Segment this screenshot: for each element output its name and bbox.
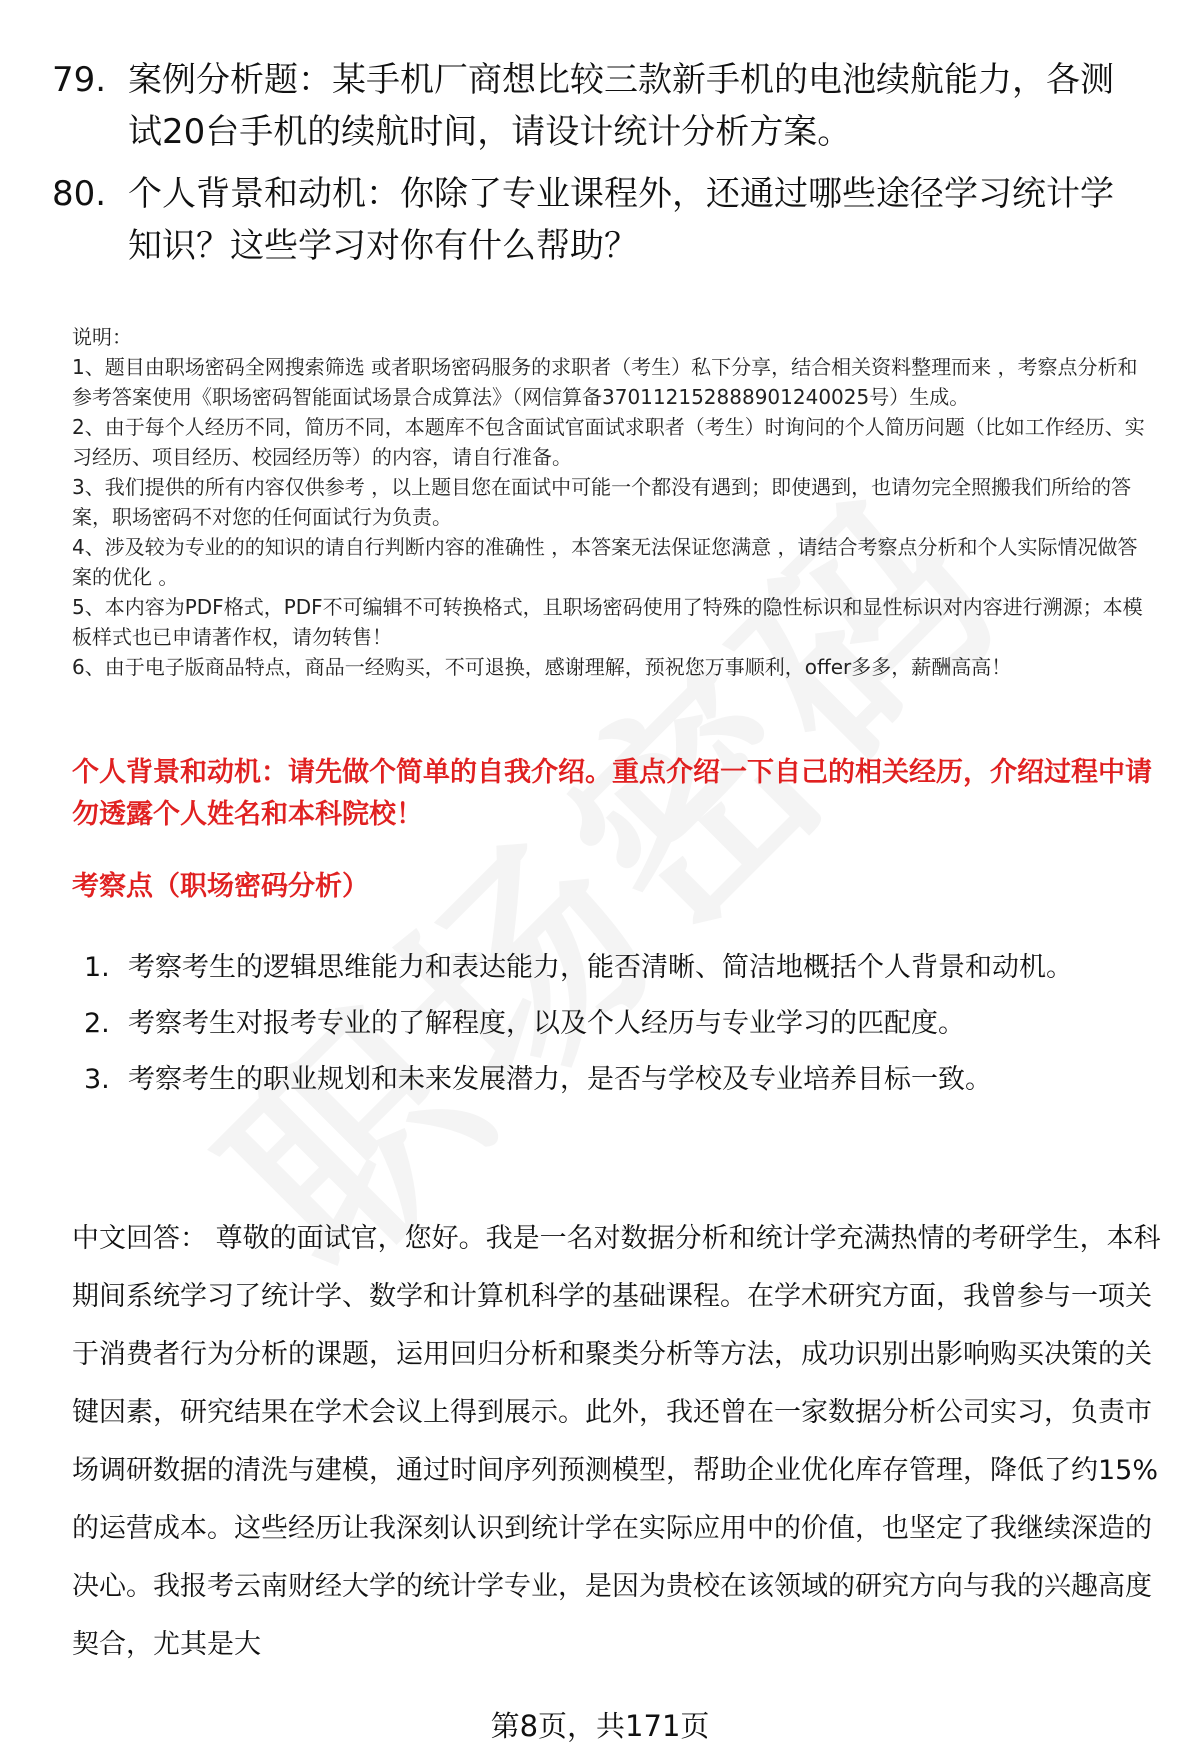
point-number: 3. bbox=[84, 1064, 110, 1095]
point-text: 考察考生的职业规划和未来发展潜力，是否与学校及专业培养目标一致。 bbox=[128, 1064, 992, 1095]
page-footer: 第8页，共171页 bbox=[490, 1709, 710, 1743]
answer-text: 尊敬的面试官，您好。我是一名对数据分析和统计学充满热情的考研学生，本科期间系统学习了统计学、数学和计算机科学的基础课程。在学术研究方面，我曾参与一项关于消费者行为分析的课题，运用回归分析和聚类分析等方法，成功识别出影响购买决策的关键因素，研究结果在学术会议上得到展示。此外，我还曾在一家数据分析公司实习，负责市场调研数据的清洗与建模，通过时间序列预测模型，帮助企业优化库存管理，降低了约15%的运营成本。这些经历让我深刻认识到统计学在实际应用中的价值，也坚定了我继续深造的决心。我报考云南财经大学的统计学专业，是因为贵校在该领域的研究方向与我的兴趣高度契合，尤其是大 bbox=[72, 1223, 1161, 1660]
analysis-points bbox=[72, 940, 1132, 1108]
question-80 bbox=[52, 168, 1142, 272]
answer-label: 中文回答： bbox=[72, 1223, 207, 1254]
analysis-point bbox=[72, 1052, 1132, 1108]
answer-paragraph bbox=[72, 1210, 1162, 1674]
point-text: 考察考生的逻辑思维能力和表达能力，能否清晰、简洁地概括个人背景和动机。 bbox=[128, 952, 1073, 983]
note-item: 6、由于电子版商品特点，商品一经购买，不可退换，感谢理解，预祝您万事顺利，offer多多，薪酬高高！ bbox=[72, 655, 1012, 679]
note-item: 4、涉及较为专业的的知识的请自行判断内容的准确性 ，本答案无法保证您满意 ，请结合考察点分析和个人实际情况做答案的优化 。 bbox=[72, 535, 1138, 589]
question-number: 80. bbox=[52, 174, 107, 214]
point-number: 2. bbox=[84, 1008, 110, 1039]
point-text: 考察考生对报考专业的了解程度，以及个人经历与专业学习的匹配度。 bbox=[128, 1008, 965, 1039]
analysis-title: 考察点（职场密码分析） bbox=[72, 871, 369, 902]
note-item: 2、由于每个人经历不同，简历不同，本题库不包含面试官面试求职者（考生）时询问的个人简历问题（比如工作经历、实习经历、项目经历、校园经历等）的内容，请自行准备。 bbox=[72, 415, 1145, 469]
analysis-point bbox=[72, 940, 1132, 996]
featured-question: 个人背景和动机：请先做个简单的自我介绍。重点介绍一下自己的相关经历，介绍过程中请勿透露个人姓名和本科院校！ bbox=[72, 757, 1152, 830]
question-79 bbox=[52, 54, 1142, 158]
notes-section bbox=[72, 322, 1152, 682]
question-text: 案例分析题：某手机厂商想比较三款新手机的电池续航能力，各测试20台手机的续航时间，请设计统计分析方案。 bbox=[128, 60, 1114, 152]
note-item: 5、本内容为PDF格式，PDF不可编辑不可转换格式，且职场密码使用了特殊的隐性标识和显性标识对内容进行溯源；本模板样式也已申请著作权，请勿转售！ bbox=[72, 595, 1143, 649]
note-item: 3、我们提供的所有内容仅供参考 ，以上题目您在面试中可能一个都没有遇到；即使遇到，也请勿完全照搬我们所给的答案，职场密码不对您的任何面试行为负责。 bbox=[72, 475, 1132, 529]
question-text: 个人背景和动机：你除了专业课程外，还通过哪些途径学习统计学知识？这些学习对你有什么帮助？ bbox=[128, 174, 1114, 266]
analysis-point bbox=[72, 996, 1132, 1052]
notes-heading: 说明： bbox=[72, 325, 132, 349]
point-number: 1. bbox=[84, 952, 110, 983]
question-number: 79. bbox=[52, 60, 107, 100]
note-item: 1、题目由职场密码全网搜索筛选 或者职场密码服务的求职者（考生）私下分享，结合相关资料整理而来 ，考察点分析和参考答案使用《职场密码智能面试场景合成算法》（网信算备370112152888901240025号）生成。 bbox=[72, 355, 1138, 409]
